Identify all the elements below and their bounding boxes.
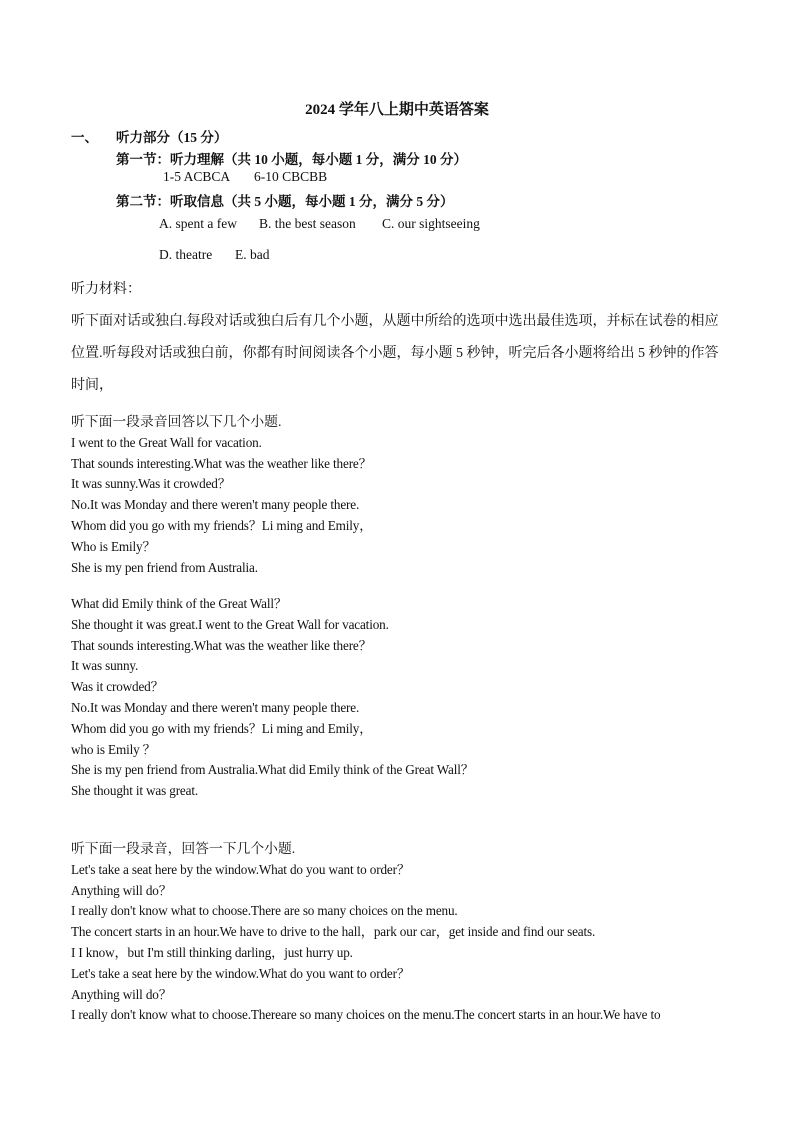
section-number: 一、 xyxy=(71,130,98,145)
dialogue-1-heading: 听下面一段录音回答以下几个小题. xyxy=(71,414,282,429)
answers-1-5: 1-5 ACBCA xyxy=(163,169,231,184)
dialogue-line: It was sunny.Was it crowded？ xyxy=(71,476,231,492)
dialogue-line: She is my pen friend from Australia.What did Emily think of the Great Wall？ xyxy=(71,762,474,778)
dialogue-1-continued xyxy=(71,594,731,802)
option-e: E. bad xyxy=(235,247,270,262)
dialogue-line: Whom did you go with my friends？Li ming and Emily， xyxy=(71,720,373,736)
part1-heading: 第一节：听力理解（共 10 小题，每小题 1 分，满分 10 分） xyxy=(116,152,467,167)
dialogue-line: who is Emily ？ xyxy=(71,741,156,757)
dialogue-2-heading: 听下面一段录音，回答一下几个小题. xyxy=(71,841,296,856)
dialogue-line: I really don't know what to choose.There are so many choices on the menu. xyxy=(71,903,458,919)
dialogue-line: The concert starts in an hour.We have to drive to the hall，park our car，get inside and find our seats. xyxy=(71,924,596,940)
dialogue-line: What did Emily think of the Great Wall？ xyxy=(71,596,287,611)
dialogue-line: She thought it was great.I went to the Great Wall for vacation. xyxy=(71,616,389,632)
materials-label: 听力材料： xyxy=(71,282,141,297)
dialogue-line: I went to the Great Wall for vacation. xyxy=(71,434,262,450)
dialogue-line: I I know，but I'm still thinking darling，just hurry up. xyxy=(71,944,353,960)
page-title: 2024 学年八上期中英语答案 xyxy=(305,102,489,118)
dialogue-line: I really don't know what to choose.Thereare so many choices on the menu.The concert starts in an hour.We have to xyxy=(71,1007,661,1023)
dialogue-line: Whom did you go with my friends？Li ming and Emily， xyxy=(71,517,373,533)
dialogue-line: Let's take a seat here by the window.What do you want to order？ xyxy=(71,965,410,981)
answers-6-10: 6-10 CBCBB xyxy=(254,169,328,184)
option-d: D. theatre xyxy=(159,247,213,262)
option-a: A. spent a few xyxy=(159,216,237,231)
option-b: B. the best season xyxy=(259,216,356,231)
dialogue-line: Was it crowded？ xyxy=(71,679,164,695)
dialogue-line: It was sunny. xyxy=(71,658,139,674)
dialogue-line: No.It was Monday and there weren't many people there. xyxy=(71,699,360,715)
dialogue-line: Anything will do？ xyxy=(71,986,172,1002)
option-c: C. our sightseeing xyxy=(382,216,480,231)
dialogue-line: Who is Emily？ xyxy=(71,538,156,554)
dialogue-line: No.It was Monday and there weren't many people there. xyxy=(71,497,360,513)
dialogue-line: Let's take a seat here by the window.What do you want to order？ xyxy=(71,861,410,877)
section-heading: 听力部分（15 分） xyxy=(116,130,228,145)
dialogue-line: Anything will do？ xyxy=(71,882,172,898)
dialogue-line: She is my pen friend from Australia. xyxy=(71,559,258,575)
part2-heading: 第二节：听取信息（共 5 小题，每小题 1 分，满分 5 分） xyxy=(116,194,454,209)
instructions-paragraph: 听下面对话或独白.每段对话或独白后有几个小题，从题中所给的选项中选出最佳选项，并标在试卷的相应位置.听每段对话或独白前，你都有时间阅读各个小题，每小题 5 秒钟，听完后各小题将给出 5 秒钟的作答时间， xyxy=(71,314,719,393)
dialogue-line: She thought it was great. xyxy=(71,783,199,799)
dialogue-line: That sounds interesting.What was the weather like there？ xyxy=(71,455,372,471)
dialogue-line: That sounds interesting.What was the weather like there？ xyxy=(71,637,372,653)
dialogue-2 xyxy=(71,839,731,1026)
dialogue-1 xyxy=(71,412,731,578)
